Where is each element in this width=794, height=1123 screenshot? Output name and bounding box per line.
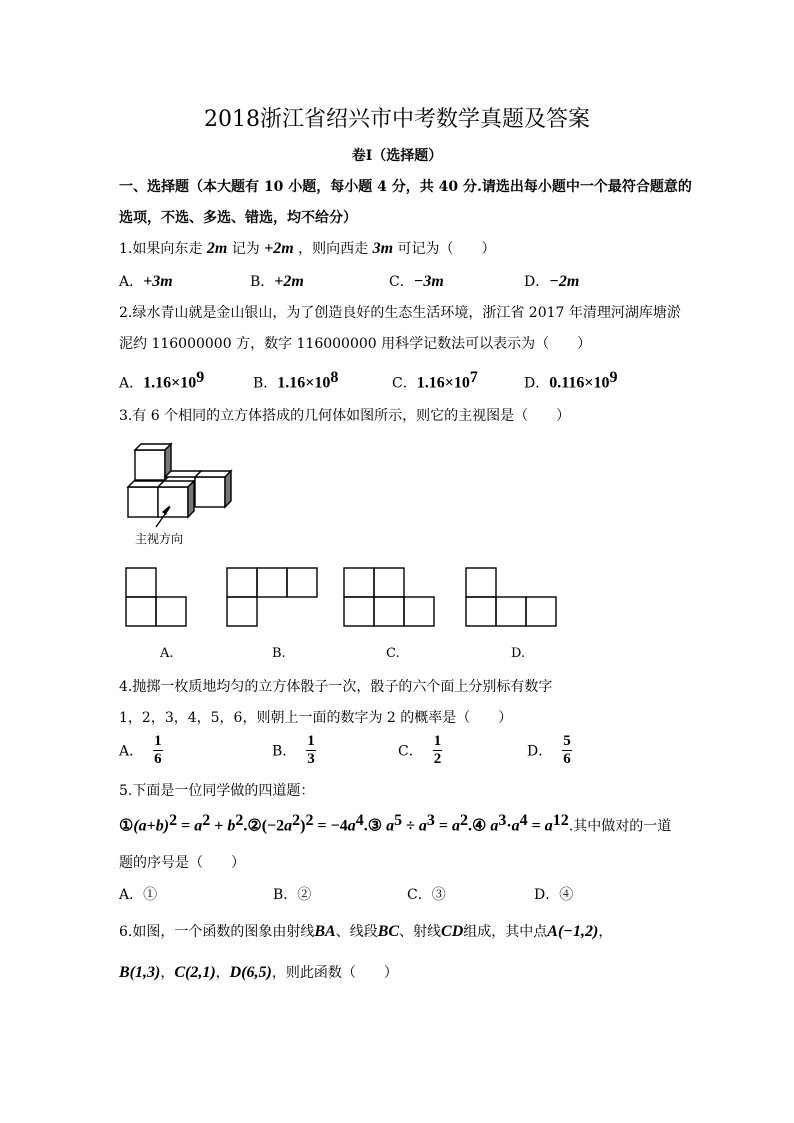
q6-stem-line2: B(1,3)，C(2,1)，D(6,5)，则此函数（ ） (119, 964, 398, 981)
q1-text-2: 记为 (227, 241, 265, 257)
q5-tail-text: .其中做对的一道 (568, 818, 672, 835)
q5-stem: 5.下面是一位同学做的四道题： (119, 783, 315, 799)
q1-text-1: 1.如果向东走 (119, 241, 207, 257)
q1-math-2m: 2m (206, 240, 228, 257)
q2-stem-line2: 泥约 116000000 方，数字 116000000 用科学记数法可以表示为（ ） (119, 336, 592, 352)
q5-option-d[interactable]: D．④ (534, 887, 574, 903)
q1-text-4: 可记为（ ） (393, 241, 496, 257)
q4-option-c[interactable]: C． $\frac{1}{2}$ (398, 733, 442, 767)
q4-option-b[interactable]: B． $\frac{1}{3}$ (272, 733, 315, 767)
q3-option-a[interactable]: A. (160, 646, 174, 661)
q5-stem-line3: 题的序号是（ ） (119, 855, 245, 871)
q1-option-a[interactable]: A．+3m (119, 273, 173, 290)
section-heading-line1: 一、选择题（本大题有 10 小题，每小题 4 分，共 40 分.请选出每小题中一个最符合题意的 (119, 179, 692, 195)
q5-option-a[interactable]: A．① (119, 887, 158, 903)
q1-option-d[interactable]: D．−2m (524, 273, 580, 290)
q1-option-c[interactable]: C．−3m (389, 273, 444, 290)
q4-stem-line2: 1，2，3，4，5，6，则朝上一面的数字为 2 的概率是（ ） (119, 710, 513, 726)
q3-option-b-figure (225, 566, 319, 628)
q4-stem-line1: 4.抛掷一枚质地均匀的立方体骰子一次，骰子的六个面上分别标有数字 (119, 679, 553, 695)
q3-view-direction-label: 主视方向 (135, 532, 184, 546)
paper-subtitle: 卷Ⅰ（选择题） (351, 148, 443, 164)
q3-option-c-figure (342, 566, 436, 628)
q5-option-c[interactable]: C．③ (407, 887, 446, 903)
q3-option-d[interactable]: D. (511, 646, 526, 661)
q4-option-d[interactable]: D． $\frac{5}{6}$ (527, 733, 571, 767)
q3-option-b[interactable]: B. (272, 646, 286, 661)
page-title: 2018浙江省绍兴市中考数学真题及答案 (204, 107, 590, 132)
q5-option-b[interactable]: B．② (273, 887, 312, 903)
section-heading-line2: 选项，不选、多选、错选，均不给分） (119, 210, 357, 226)
q2-stem-line1: 2.绿水青山就是金山银山，为了创造良好的生态生活环境，浙江省 2017 年清理河湖库塘淤 (119, 305, 681, 321)
q1-math-plus2m: +2m (264, 240, 294, 257)
q2-option-a[interactable]: A．$1.16\times 10^9$ (119, 369, 205, 392)
q3-option-a-figure (124, 566, 188, 628)
q1-math-3m: 3m (372, 240, 394, 257)
q1-option-b[interactable]: B．+2m (250, 273, 304, 290)
q2-option-c[interactable]: C．$1.16\times 10^7$ (392, 369, 478, 392)
q2-option-b[interactable]: B．$1.16\times 10^8$ (253, 369, 339, 392)
q4-option-a[interactable]: A． $\frac{1}{6}$ (119, 733, 162, 767)
q1-text-3: ，则向西走 (293, 241, 373, 257)
q5-equations: $①(a+b)^2 = a^2$ + $b^2.②(-2a^2)^2$ = $-4a^4.③$ $a^5 \div a^3$ = $a^2.④$ $a^3\cdot a^4 = a^{12}$.其中做对的一道 (119, 812, 672, 835)
q2-option-d[interactable]: D．$0.116\times 10^9$ (524, 369, 618, 392)
q3-stem: 3.有 6 个相同的立方体搭成的几何体如图所示，则它的主视图是（ ） (119, 408, 571, 424)
q3-option-d-figure (464, 566, 558, 628)
q1-stem (119, 238, 496, 258)
q6-stem-line1: 6.如图，一个函数的图象由射线BA、线段BC、射线CD组成，其中点A(−1,2)， (119, 923, 613, 940)
q3-option-c[interactable]: C. (386, 646, 400, 661)
